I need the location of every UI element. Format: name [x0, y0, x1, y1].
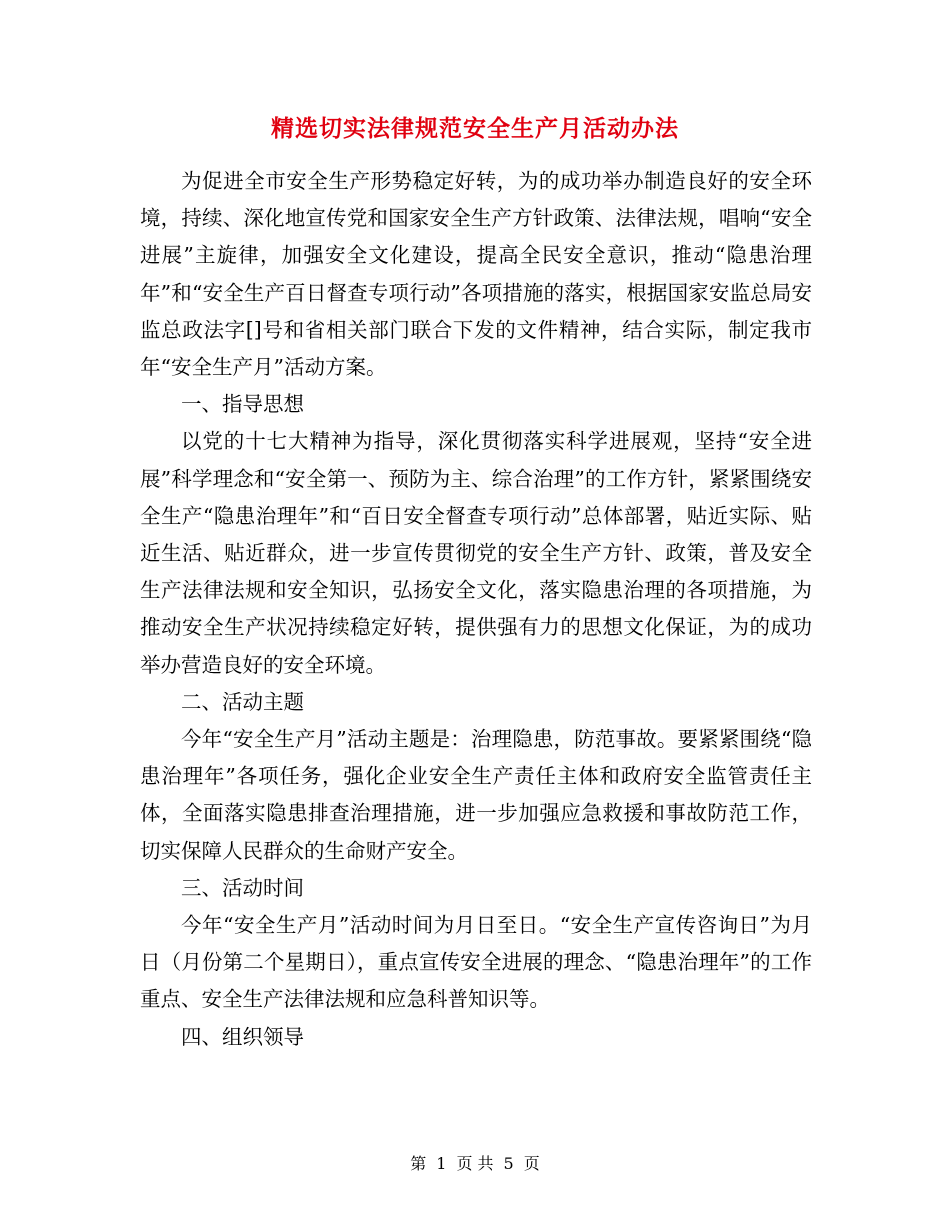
activity-theme-paragraph: 今年“安全生产月”活动主题是：治理隐患，防范事故。要紧紧围绕“隐患治理年”各项任务，强化企业安全生产责任主体和政府安全监管责任主体，全面落实隐患排查治理措施，进一步加强应急救援和事故防范工作，切实保障人民群众的生命财产安全。	[140, 727, 812, 863]
activity-time-paragraph: 今年“安全生产月”活动时间为月日至日。“安全生产宣传咨询日”为月日（月份第二个星期日），重点宣传安全进展的理念、“隐患治理年”的工作重点、安全生产法律法规和应急科普知识等。	[140, 913, 812, 1012]
footer-middle: 页 共	[456, 1154, 494, 1173]
section-heading-organization: 四、组织领导	[181, 1024, 304, 1049]
intro-paragraph: 为促进全市安全生产形势稳定好转，为的成功举办制造良好的安全环境，持续、深化地宣传党和国家安全生产方针政策、法律法规，唱响“安全进展”主旋律，加强安全文化建设，提高全民安全意识，推动“隐患治理年”和“安全生产百日督查专项行动”各项措施的落实，根据国家安监总局安监总政法字[]号和省相关部门联合下发的文件精神，结合实际，制定我市年“安全生产月”活动方案。	[140, 169, 812, 380]
section-heading-activity-theme: 二、活动主题	[181, 689, 304, 714]
footer-page-number: 1	[436, 1154, 447, 1173]
document-body	[140, 163, 812, 1056]
footer-total-pages: 5	[503, 1154, 514, 1173]
guiding-ideology-paragraph: 以党的十七大精神为指导，深化贯彻落实科学进展观，坚持“安全进展”科学理念和“安全第一、预防为主、综合治理”的工作方针，紧紧围绕安全生产“隐患治理年”和“百日安全督查专项行动”总体部署，贴近实际、贴近生活、贴近群众，进一步宣传贯彻党的安全生产方针、政策，普及安全生产法律法规和安全知识，弘扬安全文化，落实隐患治理的各项措施，为推动安全生产状况持续稳定好转，提供强有力的思想文化保证，为的成功举办营造良好的安全环境。	[140, 429, 812, 677]
section-heading-guiding-ideology: 一、指导思想	[181, 392, 304, 417]
section-heading-activity-time: 三、活动时间	[181, 875, 304, 900]
page-footer	[0, 1152, 950, 1176]
document-title: 精选切实法律规范安全生产月活动办法	[271, 115, 679, 142]
footer-prefix: 第	[410, 1154, 427, 1173]
footer-suffix: 页	[523, 1154, 540, 1173]
